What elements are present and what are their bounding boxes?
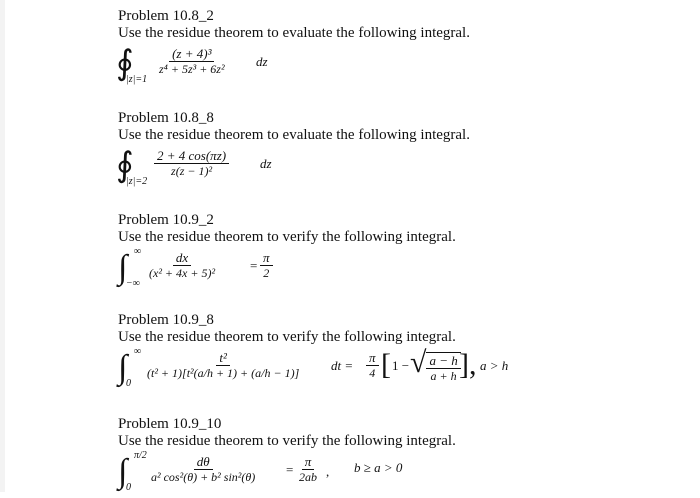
close-bracket: ], (459, 348, 477, 381)
equals-sign: = (250, 258, 258, 273)
equals-sign: = (286, 462, 294, 477)
numerator: (z + 4)³ (169, 46, 214, 62)
numerator: dθ (194, 454, 213, 470)
integrand-fraction (154, 148, 229, 179)
denominator: (x² + 4x + 5)² (149, 266, 216, 280)
comma: , (326, 464, 330, 479)
upper-limit: ∞ (134, 246, 142, 257)
contour-integral-symbol: ∮ (116, 45, 134, 82)
integral-symbol: ∫ (118, 249, 128, 286)
integrand-fraction (144, 350, 302, 381)
lower-limit: 0 (126, 482, 131, 493)
lower-limit: 0 (126, 378, 131, 389)
radical-icon: √ (410, 346, 427, 379)
integrand-fraction (146, 250, 218, 281)
lower-limit: −∞ (126, 278, 140, 289)
one-minus: 1 − (392, 358, 410, 373)
left-edge-shadow (0, 0, 5, 492)
integral-expression (118, 44, 298, 90)
condition: b ≥ a > 0 (354, 460, 403, 475)
contour-label: |z|=1 (126, 74, 148, 85)
problem-instruction: Use the residue theorem to verify the following integral. (118, 229, 456, 245)
radicand-numerator: a − h (426, 353, 460, 369)
integral-expression (118, 452, 438, 498)
numerator: dx (173, 250, 191, 266)
integral-symbol: ∫ (118, 349, 128, 386)
result-fraction (260, 250, 273, 281)
result-numerator: π (302, 454, 315, 470)
condition: a > h (480, 358, 509, 373)
upper-limit: ∞ (134, 346, 142, 357)
denominator: a² cos²(θ) + b² sin²(θ) (151, 470, 256, 484)
result-numerator: π (260, 250, 273, 266)
result-denominator: 2 (263, 266, 270, 280)
problem-title: Problem 10.9_2 (118, 212, 214, 228)
problem-10-8-2 (118, 8, 470, 90)
square-root (410, 348, 461, 384)
numerator: 2 + 4 cos(πz) (154, 148, 229, 164)
coefficient-denominator: 4 (369, 366, 376, 380)
problem-10-8-8 (118, 110, 470, 192)
problem-title: Problem 10.8_8 (118, 110, 214, 126)
integrand-fraction (148, 454, 258, 485)
integral-expression (118, 146, 298, 192)
result-fraction (296, 454, 320, 485)
problem-title: Problem 10.9_10 (118, 416, 222, 432)
problem-instruction: Use the residue theorem to evaluate the following integral. (118, 127, 470, 143)
problem-instruction: Use the residue theorem to evaluate the following integral. (118, 25, 470, 41)
differential: dz (260, 156, 272, 171)
integrand-fraction (156, 46, 228, 77)
denominator: (t² + 1)[t²(a/h + 1) + (a/h − 1)] (147, 366, 300, 380)
contour-label: |z|=2 (126, 176, 148, 187)
denominator: z⁴ + 5z³ + 6z² (159, 62, 225, 76)
problem-instruction: Use the residue theorem to verify the following integral. (118, 329, 456, 345)
coefficient-numerator: π (366, 350, 379, 366)
integral-expression (118, 348, 518, 394)
radicand (426, 352, 460, 384)
radicand-denominator: a + h (430, 369, 457, 383)
problem-10-9-10 (118, 416, 456, 498)
upper-limit: π/2 (134, 450, 147, 461)
problem-title: Problem 10.9_8 (118, 312, 214, 328)
numerator: t² (216, 350, 230, 366)
coefficient-fraction (366, 350, 379, 381)
differential: dz (256, 54, 268, 69)
integral-expression (118, 248, 298, 294)
result-denominator: 2ab (299, 470, 317, 484)
contour-integral-symbol: ∮ (116, 147, 134, 184)
open-bracket: [ (381, 348, 391, 381)
integral-symbol: ∫ (118, 453, 128, 490)
problem-instruction: Use the residue theorem to verify the following integral. (118, 433, 456, 449)
differential: dt = (331, 358, 354, 373)
radicand-fraction (426, 353, 460, 384)
problem-title: Problem 10.8_2 (118, 8, 214, 24)
denominator: z(z − 1)² (171, 164, 213, 178)
problem-10-9-8 (118, 312, 518, 394)
problem-10-9-2 (118, 212, 456, 294)
